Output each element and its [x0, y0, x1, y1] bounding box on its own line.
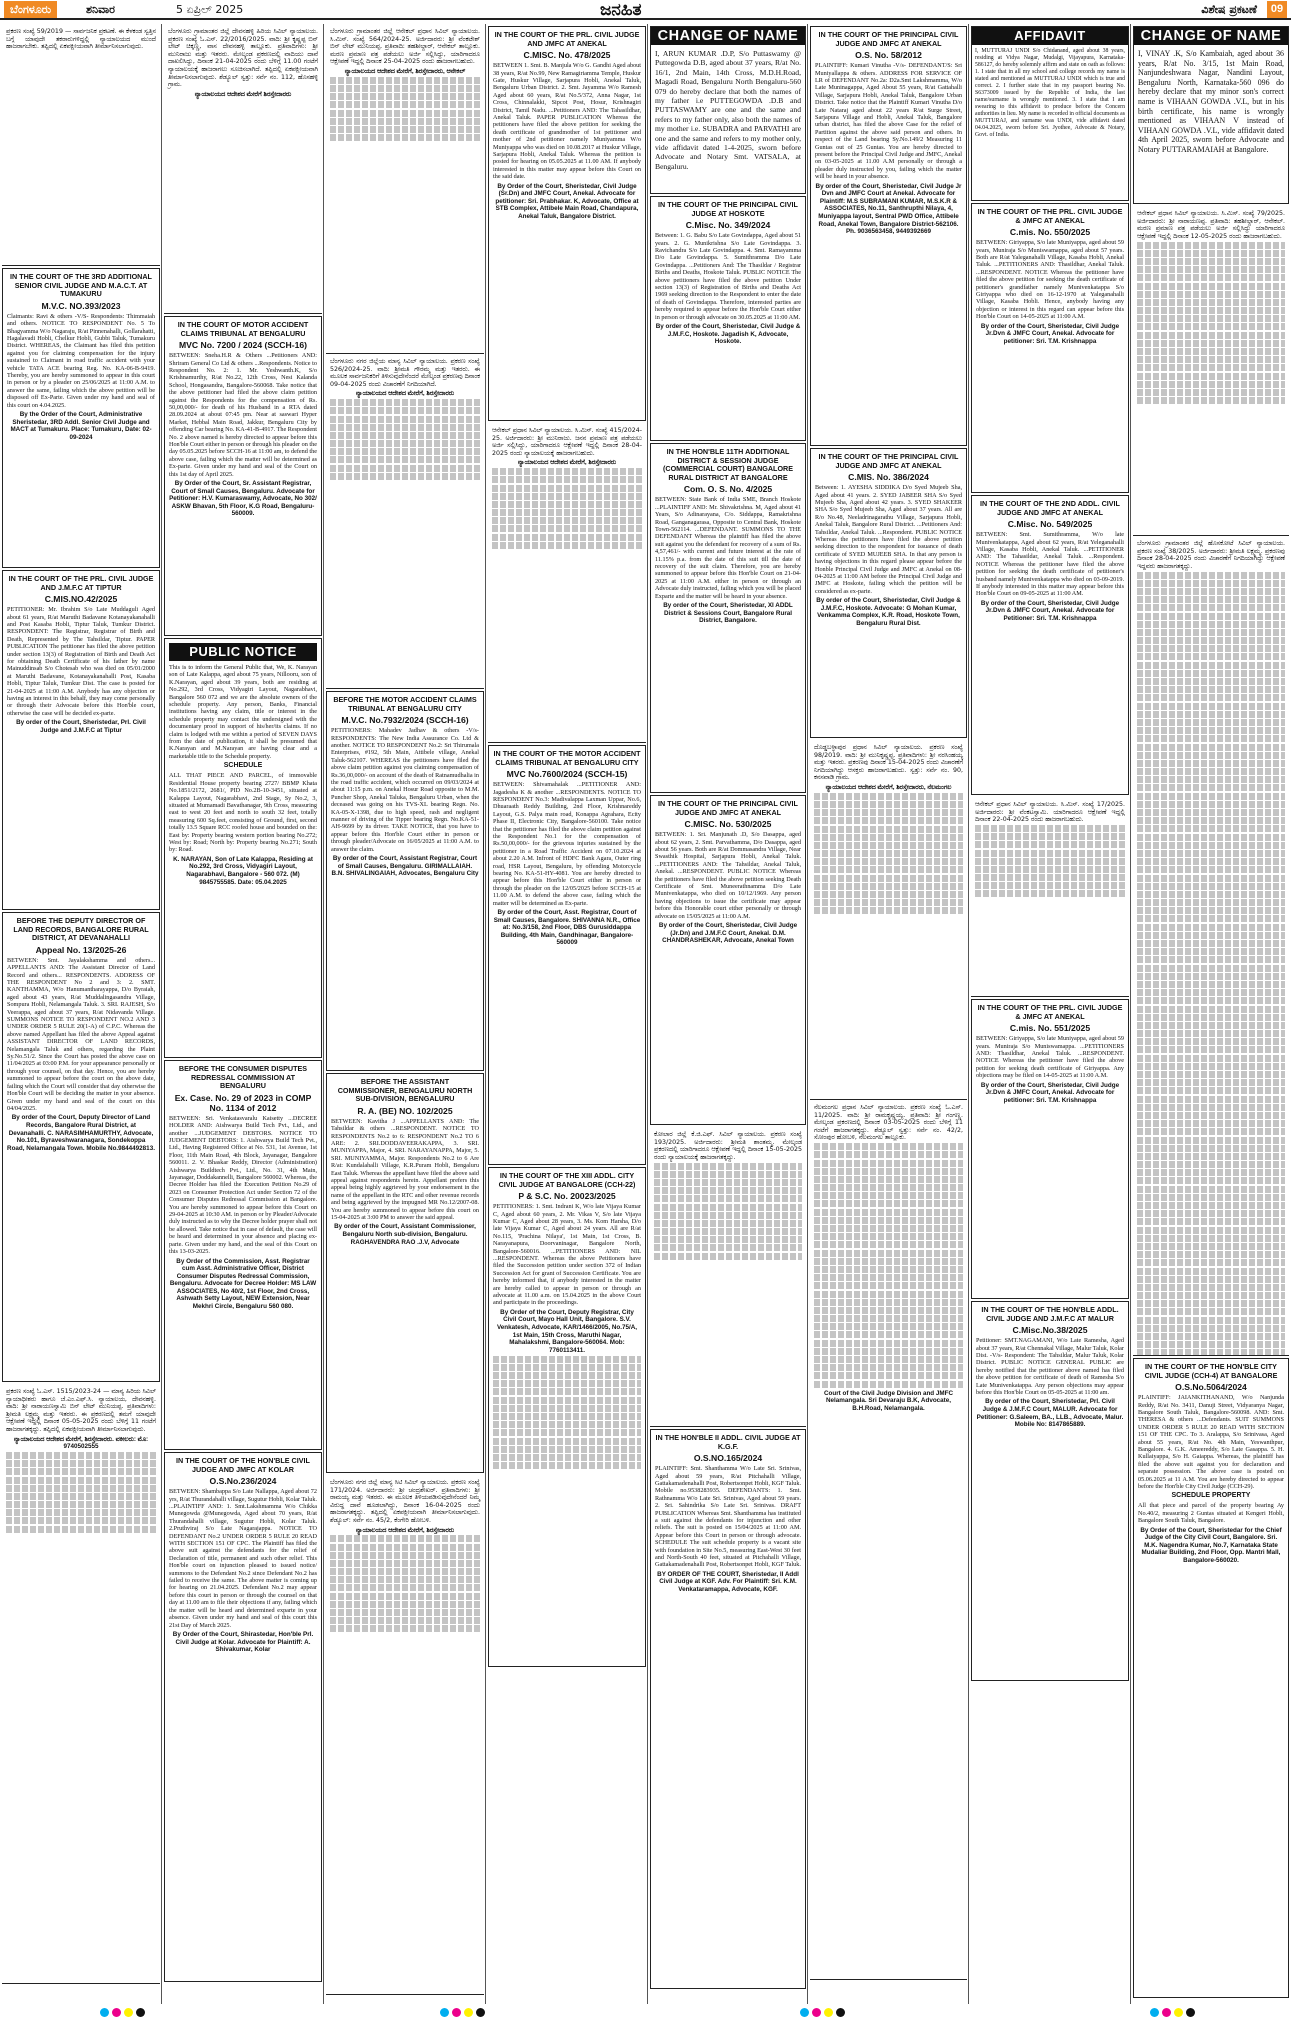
- case-number: C.Misc.No.38/2025: [1012, 1325, 1088, 1336]
- change-of-name-notice: [650, 26, 806, 194]
- notice-body: Between: 1. AYESHA SIDDIKA D/o Syed Mujeeb Sha, Aged about 41 years. 2. SYED JABEER SHA S/o Syed Mujeeb Sha, Aged about 42 years. 3. SYED SHAKEER SHA S/o Syed Mujeeb Sha, Aged about 37 years. All are R/o No.48, Neeladrinagarathu Village, Sarjapura Hobli, Anekal Taluk, Bangalore Rural District. ...Petitioners And: Tahsildar, Anekal Taluk. ...Respondent. PUBLIC NOTICE Whereas the petitioners have filed the above petition seeking direction to the respondent for issuance of death certificate of SYED MUJEEB SHA. In that any person is having objections in this regard please appear before the Honble Principal Civil Judge and JMFC at Anekal on 08-04-2025 at 11:00 AM before the Principal Civil Judge and JMFC at Hoskote, failing which the petition will be considered as ex-parte.: [815, 484, 962, 595]
- case-number: C.MIS.NO.42/2025: [44, 594, 118, 605]
- notice-signature: By order of the Court, Sheristedar, Civil Judge Jr.Dvn & JMFC Court, Anekal. Advocate for Petitioner: Sri. T.M. Krishnappa: [980, 599, 1120, 623]
- change-of-name-notice: [1133, 26, 1289, 204]
- case-number: MVC No.7600/2024 (SCCH-15): [506, 769, 628, 780]
- case-number: M.V.C. No.7932/2024 (SCCH-16): [341, 715, 469, 726]
- legal-notice: [971, 999, 1129, 1299]
- notice-body: BETWEEN: Shivamahalak ...PETITIONER AND: Jagadesha K & another ...RESPONDENTS. NOTICE TO RESPONDENT No.3: Madivalappa Laxman Uppar, No.6, Dhuaraath Reddy Building, 2nd Floor, Krishnareddy Layout, G.S. Palya main road, Konappa Agrahara, Ecity Phase II, Electronic City, Bangalore-560100. Take notice that the petitioner has filed the above claim petition against the Respondent No.1 for the compensation of Rs.50,00,000/- for the grievous injuries sustained by the petitioner in a Road Traffic Accident on 07.10.2024 at about 2.20 A.M. Infront of HDFC Bank Agara, Outer ring road, HSR Layout, Bengaluru, by offending Motorcycle bearing No. KA-51-HY-4081. You are hereby directed to appear before this Hon'ble Court either in person or through the pleader on the 12/05/2025 before SCCH-15 at 11.00 A.M. to defend the above case, failing which the matter will be determined as Ex-parte.: [493, 781, 641, 907]
- notice-body: ಪ್ರಕರಣ ಸಂಖ್ಯೆ 59/2019 — ಸಾರ್ವಜನಿಕ ಪ್ರಕಟಣೆ. ಈ ಕೆಳಕಂಡ ಸ್ವತ್ತಿನ ಬಗ್ಗೆ ಯಾವುದೇ ತಕರಾರುಗಳಿದ್ದಲ್ಲಿ ನ್ಯಾಯಾಲಯದ ಮುಂದೆ ಹಾಜರಾಗಬೇಕು. ತಪ್ಪಿದಲ್ಲಿ ಏಕಪಕ್ಷೀಯವಾಗಿ ತೀರ್ಮಾನಿಸಲಾಗುವುದು.: [6, 28, 156, 51]
- column-divider: [968, 24, 969, 2004]
- notice-body: BETWEEN: Kavitha J ...APPELLANTS AND: The Tahsildar & others ...RESPONDENT. NOTICE TO RESPONDENTS No.2 to 6: RESPONDENT No.2 TO 6 ARE: 2. SRI.DODDAVEERAKAPPA, 3. SRI. MUNIYAPPA, Major, 4. SRI. NARAYANAPPA, Major, 5. SRI. MUNIYAMMA, Major. Respondents No.2 to 6 Are R/at: Kundalahalli Village, K.R.Puram Hobli, Bengaluru East Taluk. Whereas the appellant have filed the above said appeal against respondents herein. Appellant prefers this appeal being highly aggrieved by your endorsement in the name of the appellant in the RTC and other revenue records and being aggrieved by the impugned MR No.12/2007-08. You are hereby summoned to appear before this court on 15-04-2025 at 3:00 PM to answer the said appeal.: [331, 1117, 479, 1222]
- legal-notice: [971, 1301, 1129, 1681]
- column-4: [488, 24, 646, 2004]
- court-heading: IN THE COURT OF THE PRL. CIVIL JUDGE & JMFC AT ANEKAL: [977, 207, 1123, 225]
- notice-body: ಪ್ರಕರಣ ಸಂಖ್ಯೆ ಓ.ಎಸ್. 1515/2023-24 — ಮಾನ್ಯ ಹಿರಿಯ ಸಿವಿಲ್ ನ್ಯಾಯಾಧೀಶರು ಹಾಗೂ ಜೆ.ಎಂ.ಎಫ್.ಸಿ. ನ್ಯಾಯಾಲಯ, ದೇವನಹಳ್ಳಿ. ವಾದಿ: ಶ್ರೀ ನಾರಾಯಣಸ್ವಾಮಿ ಬಿನ್ ಲೇಟ್ ಮುನಿಯಪ್ಪ. ಪ್ರತಿವಾದಿಗಳು: ಶ್ರೀಮತಿ ಲಕ್ಷ್ಮಮ್ಮ ಮತ್ತು ಇತರರು. ಈ ಪ್ರಕರಣದಲ್ಲಿ ತಮಗೆ ಯಾವುದೇ ಆಕ್ಷೇಪಣೆ ಇದ್ದಲ್ಲಿ ದಿನಾಂಕ 05-05-2025 ರಂದು ಬೆಳಿಗ್ಗೆ 11 ಗಂಟೆಗೆ ಹಾಜರಾಗತಕ್ಕದ್ದು. ತಪ್ಪಿದಲ್ಲಿ ಏಕಪಕ್ಷೀಯವಾಗಿ ತೀರ್ಮಾನಿಸಲಾಗುವುದು.: [6, 1388, 156, 1433]
- registration-marks: [1150, 2008, 1195, 2017]
- affidavit-heading: AFFIDAVIT: [972, 27, 1128, 45]
- court-heading: IN THE COURT OF THE MOTOR ACCIDENT CLAIMS TRIBUNAL AT BENGALURU CITY: [493, 749, 641, 767]
- schedule-heading: SCHEDULE PROPERTY: [1171, 1492, 1251, 1500]
- case-number: O.S. No. 58/2012: [855, 50, 922, 61]
- column-8: [1133, 24, 1289, 2004]
- case-number: O.S.No.236/2024: [209, 1476, 277, 1487]
- notice-signature: ನ್ಯಾಯಾಲಯದ ಆದೇಶದ ಮೇರೆಗೆ, ಶಿರಸ್ತೇದಾರರು. ವಕೀಲರು: ಮೊ: 9740502555: [13, 1435, 149, 1451]
- column-2: [164, 24, 322, 2004]
- notice-signature: By order of the Court, Sheristedar, Civil Judge (Jr.Dn) and J.M.F.C Court, Anekal. D.M. CHANDRASHEKAR, Advocate, Anekal Town: [658, 922, 798, 945]
- notice-signature: K. NARAYAN, Son of Late Kalappa, Residing at No.292, 3rd Cross, Vidyagiri Layout, Nagarabhavi, Bangalore - 560 072. (M) 9845755585. Date: 05.04.2025: [173, 855, 313, 886]
- notice-body: BETWEEN: Sneha.H.R & Others ...Petitioners AND: Shriram General Co Ltd & others ...Respondents. Notice to Respondent No. 2: 1. Mr. Yeshwanth.K, S/o Krishnamurthy, R/at No.22, 12th Cross, Nesi Kalanda School, Hongasandra, Bangalore-560068. Take notice that the above petitioner had filed the above claim petition against the Respondents for the compensation of Rs. 50,00,000/- for death of his Husband in a RTA dated 28.09.2024 at about 07:45 pm. Near at saswari Hyper Market, Hebbal Main Road, Jakkur, Bengaluru City by offending Car bearing No. KA-41-B-4917. The Respondent No. 2 above named is hereby directed to appear before this Hon'ble Court either in person or through his pleader on the day 05.05.2025 before SCCH-16 at 11:00 am, to defend the above case, failing which the matter will be determined as Ex-parte. Given under my hand and seal of the Court on this 1st day of April 2025.: [169, 352, 317, 478]
- notice-signature: By order of the Court, Sheristedar, Civil Judge Jr Dvn and JMFC Court at Anekal. Advocate for Plaintiff: M.S SUBRAMANI KUMAR, M.S.K.R & ASSOCIATES, No.11, Santhrupthi Nilaya, 4, Muniyappa layout, Sentral PWD Office, Attibele Road, Anekal Town, Bangalore District-562106. Ph. 9036563458, 9449392669: [815, 182, 962, 236]
- legal-notice: [2, 268, 160, 568]
- notice-signature: By order of the Court, Sheristedar, Civil Judge & J.M.F.C, Hoskote. Jagadish K, Advocate, Hoskote.: [655, 323, 801, 346]
- court-heading: BEFORE THE DEPUTY DIRECTOR OF LAND RECORDS, BANGALORE RURAL DISTRICT, AT DEVANAHALLI: [13, 916, 149, 943]
- column-3: [326, 24, 484, 2004]
- kannada-notice: [1133, 536, 1289, 1356]
- notice-body: BETWEEN: State Bank of India SME, Branch Hoskote ...PLAINTIFF AND: Mr. Shivakrishna. M, Aged about 41 Years, S/o Adinarayana, C/o. Siddappa, Ramakrishna Road, Ganganagarasa, Opposite to Central Bank, Hoskote Town-562114. ...DEFENDANT. SUMMONS TO THE DEFENDANT Whereas the plaintiff has filed the above suit against you the defendant for recovery of a sum of Rs. 4,57,461/- with current and future interest at the rate of 11.15% p.a. from the date of this suit till the date of recovery of the suit claim. Therefore, you are hereby summoned to appear before this Hon'ble Court on 21-04-2025 at 11:00 A.M. either in person or through an Advocate duly instructed, failing which you will be placed Exparte and the matter will be heard in your absence.: [655, 496, 801, 600]
- column-7: [971, 24, 1129, 2004]
- court-heading: IN THE COURT OF THE XIII ADDL. CITY CIVIL JUDGE AT BANGALORE (CCH-22): [498, 1171, 636, 1189]
- case-number: C.mis. No. 551/2025: [1009, 1023, 1091, 1034]
- kannada-notice: [326, 354, 484, 689]
- court-heading: IN THE COURT OF THE PRINCIPAL CIVIL JUDGE AND JMFC AT ANEKAL: [658, 799, 798, 817]
- notice-body: PLAINTIFF: Smt. Shanthamma W/o Late Sri. Srinivas, Aged about 59 years, R/at Pitchahalli Village, Gattakamadenahalli Post, Robertsonpet Hobli, KGF Taluk. Mobile no.9538283935. DEFENDANTS: 1. Smt. Rathnamma W/o Late Sri. Srinivas, Aged about 59 years. 2. Sri. Sahindrika S/o Late Sri. Srinivas. DRAFT PUBLICATION Whereas Smt. Shanthamma has instituted a suit against the defendants for injunction and other reliefs. The suit is posted on 15/04/2025 at 11:00 AM. Appear before this Court in person or through advocate. SCHEDULE The suit schedule property is a vacant site with foundation in Site No.5, measuring East-West 30 feet and North-South 40 feet, situated at Pitchahalli Village, Gattakamadenahalli Post, Robertsonpet Hobli, KGF Taluk.: [655, 1465, 801, 1569]
- notice-body: PETITIONERS: Mahadev Jadhav & others -V/s- RESPONDENTS: The New India Assurance Co. Ltd & another. NOTICE TO RESPONDENT No.2: Sri Thirumala Enterprises, #192, 5th Main, Attibele village, Anekal Taluk-562107. WHEREAS the petitioners have filed the above claim petition against you claiming compensation of Rs.36,00,000/- on account of the death of Ratnamudhalia in the road traffic accident, which occurred on 09/03/2024 at about 11:15 p.m. on Anekal Hosur Road opposite to M.M. Puncher Shop, Anekal Taluka, Bengaluru Urban, when the deceased was going on his TVS-XL bearing Regn. No. KA-05-X-1398, due to high speed, rash and negligent manner of driving of the Tipper bearing Regn. No.KA-51-AH-9699 by its driver. TAKE NOTICE, that you have to appear before this Hon'ble Court either in person or through pleader/Advocate on 16/05/2025 at 11:00 A.M. to answer the claim.: [331, 727, 479, 853]
- notice-body: BETWEEN: Sri. Venkatasvaralu Kaisetty ...DECREE HOLDER AND: Aishwarya Build Tech Pvt., Ltd., and another ...JUDGEMENT DEBTORS. NOTICE TO JUDGEMENT DEBTORS: 1. Aishwarya Build Tech Pvt., Ltd., Having Registered Office at No. 531, 1st Avenue, 1st Floor, 11th Main Road, 4th Block, Jayanagar, Bangalore 560011. 2. V. Bhaskar Reddy, Director (Administration) Aishwarya Buildtech Pvt., Ltd., No. 31, 4th Main, Jayanagar, Doddakannelli, Bangalore 560002. Whereas, the Decree Holder has filed the Execution Petition No.29 of 2023 on Consumer Protection Act under Section 72 of the Consumer Disputes Redressal Commission at Bangalore. You are hereby summoned to appear before this Court on 29-04-2025 at 10:30 AM. in person or by Pleader/Advocate duly instructed as to why the Decree holder prayer shall not be allowed. Take notice that in case of default, the case will be heard and determined in your absence and placing ex-parte. Given under my hand, and the seal of this Court on this 13-03-2025.: [169, 1114, 317, 1256]
- court-heading: IN THE COURT OF THE PRL. CIVIL JUDGE AND JMFC AT ANEKAL: [494, 30, 640, 48]
- change-of-name-heading: CHANGE OF NAME: [651, 27, 805, 45]
- change-of-name-body: I, ARUN KUMAR .D.P, S/o Puttaswamy @ Puttegowda D.B, aged about 37 years, R/at No. 16/1, 2nd Main, 14th Cross, M.D.H.Road, Magadi Road, Bengaluru North Bengaluru-560 079 do hereby declare that both the names of my father i.e PUTTEGOWDA .D.B and PUTTASWAMY are one and the same and refers to my father only, also both the names of my mother i.e. SUBADRA and PARVATHI are one and the same and refers to my mother only, vide affidavit dated 1-4-2025, sworn before Advocate and Notary Smt. VATSALA, at Bengaluru.: [655, 49, 801, 171]
- court-heading: BEFORE THE MOTOR ACCIDENT CLAIMS TRIBUNAL AT BENGALURU CITY: [333, 695, 477, 713]
- legal-notice: [2, 912, 160, 1382]
- registration-marks: [440, 2008, 485, 2017]
- notice-body: Claimants: Ravi & others -V/S- Respondents: Thimmaiah and others. NOTICE TO RESPONDENT No. 5 To Bhagyamma W/o Nagaraju, R/at Pinnenahalli, Gollarahatti, Hagalavadi Hobli, Chelkur Hobli, Gubbi Taluk, Tumakuru District. WHEREAS, the Claimant has filed this petition against you for claiming compensation for the injury sustained to Claimant in road traffic accident with your vehicle TATA ACE bearing Reg. No. KA-06-B-9419. Thereby, you are hereby summoned to appear in this court in person or by a pleader on 25/06/2025 at 11:00 A.M. to answer the same, failing which the above petition will be disposed off Ex-Parte. Given under my hand and seal of this court on 4.04.2025.: [7, 312, 155, 409]
- column-divider: [1130, 24, 1131, 2004]
- kannada-notice: [810, 740, 967, 1100]
- case-number: M.V.C. NO.393/2023: [41, 300, 121, 311]
- kannada-notice: [326, 1475, 484, 1995]
- column-5: [650, 24, 806, 2004]
- notice-signature: ನ್ಯಾಯಾಲಯದ ಆದೇಶದ ಮೇರೆಗೆ, ಶಿರಸ್ತೇದಾರರು, ಆನೇಕಲ್: [344, 67, 466, 75]
- legal-notice: [488, 1167, 646, 1667]
- notice-signature: By order of the Court, Assistant Registrar, Court of Small Causes, Bengaluru. GIRIMALLAIAH. B.N. SHIVALINGAIAH, Advocates, Bengaluru City: [331, 855, 479, 878]
- notice-signature: By order of the Court, Sheristedar, XI ADDL District & Sessions Court, Bangalore Rural District, Bangalore.: [663, 602, 793, 625]
- kannada-notice: [650, 1127, 806, 1427]
- notice-body: BETWEEN: Shambappa S/o Late Nallappa, Aged about 72 yrs, R/at Thurandahalli village, Sugutur Hobli, Kolar Taluk. ...PLAINTIFF AND: 1. Smt.Lakshmamma W/o Chikka Munegowda @Munegowda, Aged about 70 years, R/at Thurandahalli village, Sugutur Hobli, Kolar Taluk. 2.Pruthviraj S/o Late Nagarajappa. NOTICE TO DEFENDANT No.2 UNDER ORDER 5 RULE 20 READ WITH SECTION 151 OF CPC. The Plaintiff has filed the above suit against the defendants for the relief of Declaration of title, permanent and such other relief. This Hon'ble court on injunction pleased to issued notice/ summons to the Defendant No.2 since Defendant No.2 has failed to receive the same. The above matter is coming up for hearing on 21.04.2025. Defendant No.2 may appear before this court in person or through the counsel on that day at 11.00 am to file their objections if any, failing which the matter will be heard and determined exparte in your absence. Given under my hand and seal of this court this 21st Day of March 2025.: [169, 1488, 317, 1629]
- notice-body: PETITIONERS: 1. Smt. Indrani K, W/o late Vijaya Kumar C, Aged about 60 years, 2. Mr. Vikas V, S/o late Vijaya Kumar C, Aged about 28 years, 3. Ms. Kom Harsha, D/o late Vijaya Kumar C, Aged about 24 years. All are R/at No.115, 'Prachina Nilaya', 1st Main, 1st Cross, B. Narayanapura, Doorvaninagar, Bangalore North, Bangalore-560016. ...PETITIONERS AND: NIL ...RESPONDENT. Whereas the above Petitioners have filed the Succession petition under section 372 of Indian Succession Act for grant of Succession Certificate. You are hereby informed that, if anybody interested in the matter are hereby called to appear in person or through an advocate at 11.00 a.m. on 15.04.2025 in the above Court and participate in the proceedings.: [493, 1203, 641, 1307]
- court-heading: IN THE HON'BLE 11TH ADDITIONAL DISTRICT & SESSION JUDGE (COMMERCIAL COURT) BANGALORE RURAL DISTRICT AT BANGALORE: [662, 447, 794, 482]
- legal-notice: [488, 26, 646, 421]
- kannada-notice: [810, 1100, 967, 1980]
- case-number: R. A. (BE) NO. 102/2025: [357, 1105, 453, 1116]
- affidavit-notice: [971, 26, 1129, 201]
- notice-body: ಆನೇಕಲ್ ಪ್ರಧಾನ ಸಿವಿಲ್ ನ್ಯಾಯಾಲಯ. ಸಿ.ಮಿಸ್. ಸಂಖ್ಯೆ 79/2025. ಅರ್ಜಿದಾರರು: ಶ್ರೀ ನಾರಾಯಣಪ್ಪ. ಪ್ರತಿವಾದಿ: ತಹಶೀಲ್ದಾರ್, ಆನೇಕಲ್. ಮರಣ ಪ್ರಮಾಣ ಪತ್ರ ಪಡೆಯಲು ಅರ್ಜಿ ಸಲ್ಲಿಸಿದ್ದು ಯಾರಿಗಾದರೂ ಆಕ್ಷೇಪಣೆ ಇದ್ದಲ್ಲಿ ದಿನಾಂಕ 12-05-2025 ರಂದು ಹಾಜರಾಗಬಹುದು.: [1137, 210, 1285, 240]
- column-divider: [161, 24, 162, 2004]
- case-number: O.S.NO.165/2024: [693, 1453, 763, 1464]
- case-number: C.MISC. No. 530/2025: [684, 819, 772, 830]
- legal-notice: [650, 1429, 806, 1989]
- public-notice: [164, 638, 322, 1058]
- kannada-notice: [326, 24, 484, 354]
- legal-notice: [1133, 1358, 1289, 1998]
- legal-notice: [326, 1073, 484, 1473]
- legal-notice: [650, 443, 806, 793]
- change-of-name-heading: CHANGE OF NAME: [1134, 27, 1288, 45]
- legal-notice: [326, 691, 484, 1071]
- notice-signature: By order of the Court, Sheristedar, Civil Judge Jr.Dvn & JMFC Court, Anekal. Advocate for petitioner: Sri. T.M. Krishnappa: [980, 322, 1120, 345]
- legal-notice: [971, 203, 1129, 493]
- legal-notice: [650, 795, 806, 1125]
- case-number: C.Misc. No. 349/2024: [685, 220, 771, 231]
- column-divider: [485, 24, 486, 2004]
- court-heading: IN THE COURT OF THE HON'BLE CITY CIVIL JUDGE (CCH-4) AT BANGALORE: [1144, 1362, 1278, 1380]
- notice-signature: By order of the Court, Sheristedar, Civil Judge & J.M.F.C, Hoskote. Advocate: G Mohan Kumar, Venkamma Complex, K.R. Road, Hoskote Town, Bengaluru Rural Dist.: [816, 597, 961, 628]
- notice-signature: BY ORDER OF THE COURT, Sheristedar, II Addl Civil Judge at KGF. Adv. For Plaintiff: Sri. K.M. Venkataramappa, Advocate, KGF.: [657, 1570, 799, 1594]
- notice-body: ದೊಡ್ಡಬಳ್ಳಾಪುರ ಪ್ರಧಾನ ಸಿವಿಲ್ ನ್ಯಾಯಾಲಯ. ಪ್ರಕರಣ ಸಂಖ್ಯೆ 98/2019. ವಾದಿ: ಶ್ರೀ ಮುನಿಕೃಷ್ಣಪ್ಪ. ಪ್ರತಿವಾದಿಗಳು: ಶ್ರೀ ನರಸಿಂಹಯ್ಯ ಮತ್ತು ಇತರರು. ಪ್ರಕರಣವು ದಿನಾಂಕ 15-04-2025 ರಂದು ವಿಚಾರಣೆಗೆ ನಿಗದಿಯಾಗಿದ್ದು ಆಸಕ್ತರು ಹಾಜರಾಗಬಹುದು. ಸ್ವತ್ತು: ಸರ್ವೆ ನಂ. 90, ಕನಸವಾಡಿ ಗ್ರಾಮ.: [814, 744, 963, 782]
- notice-body: ಆನೇಕಲ್ ಪ್ರಧಾನ ಸಿವಿಲ್ ನ್ಯಾಯಾಲಯ. ಸಿ.ಮಿಸ್. ಸಂಖ್ಯೆ 17/2025. ಅರ್ಜಿದಾರರು: ಶ್ರೀ ವೆಂಕಟಸ್ವಾಮಿ. ಯಾರಿಗಾದರೂ ಆಕ್ಷೇಪಣೆ ಇದ್ದಲ್ಲಿ ದಿನಾಂಕ 22-04-2025 ರಂದು ಹಾಜರಾಗಬಹುದು.: [975, 801, 1125, 824]
- notice-body: BETWEEN: Smt. Jayalakshamma and others... APPELLANTS AND: The Assistant Director of Land Record and others... RESPONDENTS. ADDRESS OF THE RESPONDENT No 2 and 3: 2. SMT. KANTHAMMA, W/o Hanumantharayappa, D/o Byraiah, aged about 43 years, R/at Muddalingasandra Village, Sompura Hobli, Nelamangala Taluk. 3. SRI. RAJESH, S/o Veerappa, aged about 37 years, R/at Nidavanda Village. SUMMONS NOTICE TO RESPONDENT NO.2 AND 3 UNDER ORDER 5 RULE 20(1-A) of C.P.C. Whereas the above named Appellant has filed the above Appeal against ASSISTANT DIRECTOR OF LAND RECORDS, Nelamangala Taluk and others, regarding the Plaint Sy.No.51/2. Since the Court has posted the above case on 11/04/2025 at 03:00 P.M. for your appearance personally or through your counsel, on that day. Hence, you are hereby summoned to appear before the court on the above date, failing which the Court will consider that day otherwise the Hon'ble Court will be deciding the matter in your absence. Given under my hand and seal of the court on this 04/04/2025.: [7, 956, 155, 1112]
- kannada-notice: [1133, 206, 1289, 536]
- registration-marks: [100, 2008, 145, 2017]
- notice-signature: By order of the Court, Asst. Registrar, Court of Small Causes, Bangalore. SHIVANNA N.R., Office at: No.3/158, 2nd Floor, DBS Gurusiddappa Building, 4th Main, Gandhinagar, Bangalore-560009: [493, 909, 641, 947]
- court-heading: IN THE COURT OF THE 3RD ADDITIONAL SENIOR CIVIL JUDGE AND M.A.C.T. AT TUMAKURU: [10, 272, 152, 299]
- court-heading: BEFORE THE CONSUMER DISPUTES REDRESSAL COMMISSION AT BENGALURU: [178, 1064, 308, 1091]
- notice-signature: Court of the Civil Judge Division and JMFC Nelamangala. Sri Devaraju B.K, Advocate, B.H.Road, Nelamangala.: [823, 1389, 954, 1412]
- notice-body: BETWEEN: Smt. Sumithramma, W/o late Munivenkatappa, Aged about 62 years, R/at Yeleganahalli Village, Kasaba Hobli, Anekal Taluk. ...PETITIONER AND: The Tahasildar, Anekal Taluk. ...Respondent. NOTICE Whereas the petitioner have filed the above petition for seeking the death certificate of petitioner's husband namely Munivenkatappa who died on 03-09-2019. If anybody interested in this matter may appear before this Hon'ble Court on 09-05-2025 at 11:00 AM.: [976, 531, 1124, 598]
- public-notice-heading: PUBLIC NOTICE: [169, 643, 317, 661]
- notice-signature: By order of the Court, Sheristedar, Prl. Civil Judge & J.M.F.C Court, MALUR. Advocate for Petitioner: G.Saleem, BA., LLB., Advocate, Malur. Mobile No: 8147865889.: [976, 1398, 1124, 1429]
- schedule-body: All that piece and parcel of the property bearing Ay No.40/2, measuring 2 Guntas situated at Kengeri Hobli, Bangalore South Taluk, Bangalore.: [1138, 1502, 1284, 1525]
- notice-body: PLAINTIFF: Kumari Vinutha -V/s- DEFENDANT/S: Sri Muniyallappa & others. ADDRESS FOR SERVICE OF LR of DEFENDANT No.2a: D2a.Smt Lakshmamma, W/o Late Muninagappa, Aged About 55 years, R/at Gattahalli Village, Sarjapura Hobli, Anekal Taluk, Bangalore Urban District. Take notice that the Plaintiff Kumari Vinutha D/o Late Nataraj aged about 22 years R/at Surge Street, Sarjapura Village and Hobli, Anekal Taluk, Bangalore urban district, has filed the above Case for the relief of Partition against the above said person and others. In respect of the Land bearing Sy.No.149/2 Measuring 11 Guntas out of 25 Guntas. You are hereby directed to present before the Principal Civil Judge and JMFC, Anekal on 03-05-2025 at 11.00 A.M personally or through a pleader duly instructed by you, failing which the matter will be heard in your absence.: [815, 62, 962, 181]
- notice-body: This is to inform the General Public that, We, K. Narayan son of Late Kalappa, aged about 75 years, Nillooru, son of K.Narayan, aged about 39 years, both are residing at No.292, 3rd Cross, Vidyagiri Layout, Nagarabhavi, Bangalore 560 072 and we are the absolute owners of the schedule property. Any person, Banks, Financial institutions having any claim, title or interest in the schedule property may contact the undersigned with the documentary proof in support of his/her/its claims. If no claim is lodged with me within a period of SEVEN DAYS from the date of publication, it shall be presumed that K.Narayan and M.Narayan are having clear and a marketable title to the Schedule property.: [169, 664, 317, 760]
- notice-signature: ನ್ಯಾಯಾಲಯದ ಆದೇಶದ ಮೇರೆಗೆ, ಶಿರಸ್ತೇದಾರರು: [355, 1526, 455, 1534]
- kannada-notice: [971, 797, 1129, 997]
- court-heading: IN THE COURT OF MOTOR ACCIDENT CLAIMS TRIBUNAL AT BENGALURU: [177, 320, 309, 338]
- case-number: P & S.C. No. 20023/2025: [518, 1191, 616, 1202]
- masthead: [0, 0, 1291, 20]
- legal-notice: [164, 1060, 322, 1450]
- notice-body: BETWEEN 1. Smt. B. Manjula W/o G. Gandhi Aged about 38 years, R/at No.99, New Ramagiriamma Temple, Huskur Gate, Huskur Village, Sarjapura Hobli, Anekal Taluk, Bengaluru Urban District. 2. Smt. Jayamma W/o Ramesh Aged about 60 years, R/at No.5/372, Anna Nagar, 1st Cross, Chinnalakki, Sipcot Post, Hosur, Krishnagiri District, Tamil Nadu. ...Petitioners AND: The Tahasildhar, Anekal Taluk. PAPER PUBLICATION Whereas the petitioners have filed the above petition for seeking the death certificate of grandmother of 1st petitioner and mother of 2nd petitioner namely Muniyamma W/o Muniyappa who was died on 10.08.2017 at Huskur Village, Sarjapura Hobli, Anekal Taluk. Whereas the petition is posted for hearing on 05.05.2025 at 11.00 AM. If anybody interested in this matter may appear before this Court on the said date.: [493, 62, 641, 181]
- kannada-notice: [2, 24, 160, 266]
- page-number: 09: [1267, 1, 1287, 18]
- masthead-date: 5 ಏಪ್ರಿಲ್ 2025: [176, 3, 244, 16]
- notice-body: BETWEEN: 1. Sri. Manjunath .D, S/o Dasappa, aged about 62 years, 2. Smt. Parvathamma, D/o Dasappa, aged about 56 years. Both are R/at Dommasandra Village, Near Swasthik Hospital, Sarjapura Hobli, Anekal Taluk. ...PETITIONERS AND: The Tahsildar, Anekal Taluk, Anekal. ...RESPONDENT. PUBLIC NOTICE Whereas the petitioners have filed the above petition seeking Death Certificate of Smt. Muneerathnamma D/o Late Munivenkatappa, who died on 10/12/1969. Any person having objections to issue the certificate may appear before this Honorable court either personally or through advocate on 15/05/2025 at 11:00 A.M.: [655, 831, 801, 920]
- column-divider: [647, 24, 648, 2004]
- kannada-notice: [164, 24, 322, 314]
- notice-body: PETITIONER: Mr. Ibrahim S/o Late Muddaguli Aged about 61 years, R/at Maruthi Badavane Kotanayakanahalli and Post Kasaba Hobli, Tiptur Taluk, Tumkur District. RESPONDENT: The Registrar, Registrar of Birth and Death, Represented by The Tahsildar, Tiptur. PAPER PUBLICATION The petitioner has filed the above petition under section 13(3) of Registration of Birth and Death Act for obtaining Death Certificate of his father by name Mainuddinsab S/o Chotesab who was died on 05/01/2000 at Maruthi Badavane, Kotanayakanahalli Post, Kasaba Hobli, Tiptur Taluk, Tumkur Dist. The case is posted for 21-04-2025 at 11:00 A.M. Anybody has any objection or having an interest in this behalf, they may come personally or through their Advocate before this Hon'ble court, otherwise the case will be decided ex-parte.: [7, 606, 155, 717]
- edition-label: ಬೆಂಗಳೂರು: [4, 1, 57, 18]
- court-heading: IN THE COURT OF THE PRL. CIVIL JUDGE & JMFC AT ANEKAL: [977, 1003, 1123, 1021]
- case-number: O.S.No.5064/2024: [1175, 1382, 1247, 1393]
- legal-notice: [164, 1452, 322, 1982]
- notice-signature: ನ್ಯಾಯಾಲಯದ ಆದೇಶದ ಮೇರೆಗೆ, ಶಿರಸ್ತೇದಾರರು: [355, 390, 455, 398]
- notice-signature: By Order of the Court, Sheristedar for the Chief Judge of the City Civil Court, Bangalore. Sri. M.K. Nagendra Kumar, No.7, Karnataka State Mudaliar Building, 2nd Floor, Opp. Mantri Mall, Bangalore-560020.: [1140, 1526, 1282, 1565]
- column-1: [2, 24, 160, 2004]
- section-label: ವಿಶೇಷ ಪ್ರಕಟಣೆ: [1201, 3, 1257, 16]
- case-number: Appeal No. 13/2025-26: [35, 944, 127, 955]
- legal-notice: [971, 495, 1129, 795]
- notice-signature: By Order of the Court, Shirastedar, Hon'ble Prl. Civil Judge at Kolar. Advocate for Plaintiff: A. Shivakumar, Kolar: [172, 1630, 314, 1654]
- notice-body: Between: 1. G. Babu S/o Late Govindappa, Aged about 51 years. 2. G. Munikrishna S/o Late Govindappa. 3. Ravichandra S/o Late Govindappa. 4. Smt. Ramayamma D/o Late Govindappa. 5. Sumithramma D/o Late Govindappa. ...Petitioners And: The Thasildar / Registrar Births and Deaths, Hoskote Taluk. PUBLIC NOTICE The above petitioners have filed the above petition Under section 13(3) of Registration of Births and Deaths Act 1969 seeking direction to the Respondent to enter the date of death of Govindappa. Therefore, interested parties are hereby required to appear before the Hon'ble Court either in person or through advocate on 30.05.2025 at 11:00 AM.: [655, 232, 801, 321]
- change-of-name-body: I, VINAY .K, S/o Kambaiah, aged about 36 years, R/at No. 3/15, 1st Main Road, Nanjundeshwara Nagar, Nandini Layout, Bengaluru North, Karnataka-560 096 do hereby declare that my minor son's correct name is VIHAAN GOWDA .V.L, but in his birth certificate, his name is wrongly mentioned as VIHAAN V instead of VIHAAN GOWDA .V.L, vide affidavit dated 4th April 2025, sworn before Advocate and Notary PUTTARAMAIAH at Bangalore.: [1138, 49, 1284, 154]
- notice-signature: By order of the Court, Sheristedar, Civil Judge Jr.Dvn & JMFC Court, Anekal. Advocate for petitioner: Sri. T.M. Krishnappa: [980, 1081, 1120, 1104]
- court-heading: IN THE HON'BLE II ADDL. CIVIL JUDGE AT K.G.F.: [655, 1433, 801, 1451]
- newspaper-title: ಜನಹಿತ: [600, 0, 642, 20]
- legal-notice: [650, 196, 806, 441]
- column-6: [810, 24, 967, 2004]
- column-divider: [807, 24, 808, 2004]
- legal-notice: [810, 448, 967, 738]
- notice-body: Petitioner: SMT.NAGAMANI, W/o Late Ramesha, Aged about 37 years, R/at Chennakal Village, Malur Taluk, Kolar Dist. -V/s- Respondent: The Tahsildar, Malur Taluk, Kolar District. PUBLIC NOTICE GENERAL PUBLIC are hereby notified that the petitioner above named has filed the above petition for certificate of death of Ramesha S/o Late Munivenkatappa. Any person objections may appear before this Hon'ble Court on 05-05-2025 at 11:00 am.: [976, 1337, 1124, 1397]
- court-heading: IN THE COURT OF THE 2ND ADDL. CIVIL JUDGE AND JMFC AT ANEKAL: [980, 499, 1120, 517]
- notice-body: ನೆಲಮಂಗಲ ಪ್ರಧಾನ ಸಿವಿಲ್ ನ್ಯಾಯಾಲಯ. ಪ್ರಕರಣ ಸಂಖ್ಯೆ ಓ.ಎಸ್. 11/2025. ವಾದಿ: ಶ್ರೀ ರಾಮಕೃಷ್ಣಯ್ಯ. ಪ್ರತಿವಾದಿ: ಶ್ರೀ ಗಂಗಣ್ಣ. ಮೇಲ್ಕಂಡ ಪ್ರಕರಣದಲ್ಲಿ ದಿನಾಂಕ 03-05-2025 ರಂದು ಬೆಳಿಗ್ಗೆ 11 ಗಂಟೆಗೆ ಹಾಜರಾಗತಕ್ಕದ್ದು. ಶೆಡ್ಯೂಲ್ ಸ್ವತ್ತು: ಸರ್ವೆ ನಂ. 42/2, ಸೋಂಪುರ ಹೋಬಳಿ, ನೆಲಮಂಗಲ ತಾಲ್ಲೂಕು.: [814, 1104, 963, 1142]
- registration-marks: [800, 2008, 845, 2017]
- court-heading: IN THE COURT OF THE HON'BLE ADDL. CIVIL JUDGE AND J.M.F.C AT MALUR: [981, 1305, 1119, 1323]
- court-heading: IN THE COURT OF THE PRINCIPAL CIVIL JUDGE AT HOSKOTE: [658, 200, 798, 218]
- notice-signature: By Order of the Commission, Asst. Registrar cum Asst. Administrative Officer, District Consumer Disputes Redressal Commission, Bengaluru. Advocate for Decree Holder: MS LAW ASSOCIATES, No 40/2, 1st Floor, 2nd Cross, Ashwath Setty Layout, NEW Extension, Near Mekhri Circle, Bengaluru 560 080.: [169, 1257, 317, 1311]
- notice-body: ಆನೇಕಲ್ ಪ್ರಧಾನ ಸಿವಿಲ್ ನ್ಯಾಯಾಲಯ. ಸಿ.ಮಿಸ್. ಸಂಖ್ಯೆ 415/2024-25. ಅರ್ಜಿದಾರರು: ಶ್ರೀ ಮುನಿರಾಜು. ಜನನ ಪ್ರಮಾಣ ಪತ್ರ ಪಡೆಯಲು ಅರ್ಜಿ ಸಲ್ಲಿಸಿದ್ದು, ಯಾರಿಗಾದರೂ ಆಕ್ಷೇಪಣೆ ಇದ್ದಲ್ಲಿ ದಿನಾಂಕ 28-04-2025 ರಂದು ನ್ಯಾಯಾಲಯಕ್ಕೆ ಹಾಜರಾಗಬಹುದು.: [492, 427, 642, 457]
- schedule-heading: SCHEDULE: [223, 762, 263, 770]
- notice-body: PLAINTIFF: JAIANKITHANAND, W/o Nanjunda Reddy, R/at No. 3411, Danuji Street, Vidyaranya Nagar, Bangalore South Taluk, Bangalore-560098. AND: Smt. THERESA & others ...Defendants. SUIT SUMMONS UNDER ORDER 5 RULE 20 READ WITH SECTION 151 OF THE CPC. To 3. Aralappa, S/o Srinivasa, Aged about 55 years, R/at No. 4th Main, Yeswanthpur, Bangalore. 4. G.K. Ameereddy, S/o Late Gasappa. 5. H. Kullaiyappa, S/o H. Gaiappa. Whereas, the plaintiff has filed the above suit against you for declaration and separate possession. The above case is posted on 05.06.2025 at 11 A.M. You are hereby directed to appear before the Hon'ble City Civil Judge (CCH-29).: [1138, 1394, 1284, 1491]
- notice-body: ಬೆಂಗಳೂರು ಗ್ರಾಮಾಂತರ ಜಿಲ್ಲೆ ಆನೇಕಲ್ ಪ್ರಧಾನ ಸಿವಿಲ್ ನ್ಯಾಯಾಲಯ. ಸಿ.ಮಿಸ್. ಸಂಖ್ಯೆ 564/2024-25. ಅರ್ಜಿದಾರರು: ಶ್ರೀ ವೆಂಕಟೇಶ್ ಬಿನ್ ಲೇಟ್ ಮುನಿಯಪ್ಪ. ಪ್ರತಿವಾದಿ: ತಹಶೀಲ್ದಾರ್, ಆನೇಕಲ್ ತಾಲ್ಲೂಕು. ಮರಣ ಪ್ರಮಾಣ ಪತ್ರ ಪಡೆಯಲು ಅರ್ಜಿ ಸಲ್ಲಿಸಿದ್ದು, ಯಾರಿಗಾದರೂ ಆಕ್ಷೇಪಣೆ ಇದ್ದಲ್ಲಿ ದಿನಾಂಕ 25-04-2025 ರಂದು ಹಾಜರಾಗಬಹುದು.: [330, 28, 480, 66]
- notice-body: ಬೆಂಗಳೂರು ನಗರ ಜಿಲ್ಲೆ ಮಾನ್ಯ ಸಿಟಿ ಸಿವಿಲ್ ನ್ಯಾಯಾಲಯ. ಪ್ರಕರಣ ಸಂಖ್ಯೆ 171/2024. ಅರ್ಜಿದಾರರು: ಶ್ರೀ ಚಂದ್ರಶೇಖರ್. ಪ್ರತಿವಾದಿಗಳು: ಶ್ರೀ ರಾಮಯ್ಯ ಮತ್ತು ಇತರರು. ಈ ಮೂಲಕ ತಿಳಿಯಪಡಿಸುವುದೇನೆಂದರೆ ನಿಮ್ಮ ವಿರುದ್ಧ ದಾವೆ ಹೂಡಲಾಗಿದ್ದು, ದಿನಾಂಕ 16-04-2025 ರಂದು ಹಾಜರಾಗತಕ್ಕದ್ದು. ತಪ್ಪಿದಲ್ಲಿ ಏಕಪಕ್ಷೀಯವಾಗಿ ತೀರ್ಮಾನಿಸಲಾಗುವುದು. ಶೆಡ್ಯೂಲ್: ಸರ್ವೆ ನಂ. 45/2, ಕೆಂಗೇರಿ ಹೋಬಳಿ.: [330, 1479, 480, 1524]
- case-number: MVC No. 7200 / 2024 (SCCH-16): [179, 340, 307, 351]
- case-number: C.MIS. No. 386/2024: [848, 472, 929, 483]
- case-number: Ex. Case. No. 29 of 2023 in COMP No. 1134 of 2012: [174, 1092, 312, 1113]
- masthead-day: ಶನಿವಾರ: [86, 3, 115, 16]
- notice-signature: ನ್ಯಾಯಾಲಯದ ಆದೇಶದ ಮೇರೆಗೆ, ಶಿರಸ್ತೇದಾರರು: [517, 459, 617, 467]
- notice-body: ಕೋಲಾರ ಜಿಲ್ಲೆ ಕೆ.ಜಿ.ಎಫ್. ಸಿವಿಲ್ ನ್ಯಾಯಾಲಯ. ಪ್ರಕರಣ ಸಂಖ್ಯೆ 193/2025. ಅರ್ಜಿದಾರರು: ಶ್ರೀಮತಿ ಶಾಂತಮ್ಮ. ಮೇಲ್ಕಂಡ ಪ್ರಕರಣದಲ್ಲಿ ಯಾರಿಗಾದರೂ ಆಕ್ಷೇಪಣೆ ಇದ್ದಲ್ಲಿ ದಿನಾಂಕ 15-05-2025 ರಂದು ನ್ಯಾಯಾಲಯಕ್ಕೆ ಹಾಜರಾಗತಕ್ಕದ್ದು.: [654, 1131, 802, 1161]
- notice-signature: By Order of the Court, Sheristedar, Civil Judge (Sr.Dn) and JMFC Court, Anekal. Advocate for petitioner: Sri. Prabhakar. K, Advocate, Office at STB Complex, Attibele Main Road, Chandapura, Anekal Taluk, Bangalore District.: [495, 182, 639, 221]
- legal-notice: [164, 316, 322, 636]
- notice-body: BETWEEN: Giriyappa, S/o late Muniyappa, aged about 59 years, Muniraja S/o Muniswamappa, aged about 57 years. Both are R/at Yaleganahalli Village, Kasaba Hobli, Anekal Taluk. ...PETITIONERS AND: Thasildhar, Anekal Taluk. ...RESPONDENT. NOTICE Whereas the petitioner have filed the above petition for seeking the death certificate of petitioner's grandfather namely Munivenkatappa S/o Giriyappa who died on 16-12-1970 at Yaleganahalli Village, Kasaba Hobli. Hence, anybody having any objection or interest in this regard can appear before this Hon'ble Court on 14-05-2025 at 11:00 A.M.: [976, 239, 1124, 321]
- court-heading: IN THE COURT OF THE HON'BLE CIVIL JUDGE AND JMFC AT KOLAR: [176, 1456, 310, 1474]
- notice-signature: ನ್ಯಾಯಾಲಯದ ಆದೇಶದ ಮೇರೆಗೆ ಶಿರಸ್ತೇದಾರರು: [194, 90, 292, 98]
- notice-signature: By order of the Court, Assistant Commissioner, Bengaluru North sub-division, Bengaluru. RAGHAVENDRA RAO .J.V, Advocate: [334, 1223, 476, 1246]
- legal-notice: [810, 26, 967, 446]
- legal-notice: [488, 745, 646, 1165]
- case-number: Com. O. S. No. 4/2025: [683, 484, 773, 495]
- notice-signature: ನ್ಯಾಯಾಲಯದ ಆದೇಶದ ಮೇರೆಗೆ, ಶಿರಸ್ತೇದಾರರು, ನೆಲಮಂಗಲ: [825, 783, 952, 791]
- court-heading: IN THE COURT OF THE PRL. CIVIL JUDGE AND J.M.F.C AT TIPTUR: [8, 574, 154, 592]
- court-heading: BEFORE THE ASSISTANT COMMISSIONER, BENGALURU NORTH SUB-DIVISION, BENGALURU: [337, 1077, 473, 1104]
- notice-signature: By Order of the Court, Deputy Registrar, City Civil Court, Mayo Hall Unit, Bangalore. S.V. Venkatesh, Advocate, KAR/1466/2005, No.75/A, 1st Main, 15th Cross, Maruthi Nagar, Mahalakshmi, Bangalore-560064. Mob: 7760113411.: [496, 1308, 638, 1354]
- case-number: C.mis. No. 550/2025: [1009, 227, 1091, 238]
- legal-notice: [2, 570, 160, 910]
- kannada-notice: [488, 423, 646, 743]
- notice-body: ಬೆಂಗಳೂರು ಗ್ರಾಮಾಂತರ ಜಿಲ್ಲೆ ದೇವನಹಳ್ಳಿ ಹಿರಿಯ ಸಿವಿಲ್ ನ್ಯಾಯಾಲಯ. ಪ್ರಕರಣ ಸಂಖ್ಯೆ ಓ.ಎಸ್. 22/2016/2025. ವಾದಿ: ಶ್ರೀ ಕೃಷ್ಣಪ್ಪ ಬಿನ್ ಲೇಟ್ ಚಿಕ್ಕಣ್ಣ, ವಾಸ ದೇವನಹಳ್ಳಿ ತಾಲ್ಲೂಕು. ಪ್ರತಿವಾದಿಗಳು: ಶ್ರೀ ಮುನಿರಾಜು ಮತ್ತು ಇತರರು. ಮೇಲ್ಕಂಡ ಪ್ರಕರಣದಲ್ಲಿ ವಾದಿಯು ದಾವೆ ದಾಖಲಿಸಿದ್ದು, ದಿನಾಂಕ 21-04-2025 ರಂದು ಬೆಳಿಗ್ಗೆ 11.00 ಗಂಟೆಗೆ ನ್ಯಾಯಾಲಯಕ್ಕೆ ಹಾಜರಾಗಲು ಸೂಚಿಸಲಾಗಿದೆ. ತಪ್ಪಿದಲ್ಲಿ ಏಕಪಕ್ಷೀಯವಾಗಿ ತೀರ್ಮಾನಿಸಲಾಗುವುದು. ಶೆಡ್ಯೂಲ್ ಸ್ವತ್ತು: ಸರ್ವೆ ನಂ. 112, ಹೊಸಹಳ್ಳಿ ಗ್ರಾಮ.: [168, 28, 318, 89]
- case-number: C.MISC. No. 478/2025: [523, 50, 611, 61]
- affidavit-body: I, MUTTURAJ UNDI S/o Chidanand, aged about 38 years, residing at Vidya Nagar, Mudalgi, Vijayapura, Karnataka-586127, do hereby solemnly affirm and state on oath as follows: 1. I state that in all my school and college records my name is stated and mentioned as MUTTURAJ UNDI which is true and correct. 2. I further state that in my passport bearing No. S6373009 issued by the Republic of India, the last name/surname is wrongly mentioned. 3. I state that I am swearing to this affidavit to produce before the Concern authorities in lieu. My name is recorded in official documents as MUTTURAJ, and surname was UNDI, vide affidavit dated 04.04.2025, sworn before Sri. Jyothee, Advocate & Notary, Govt. of India.: [975, 48, 1125, 138]
- court-heading: IN THE COURT OF THE PRINCIPAL CIVIL JUDGE AND JMFC AT ANEKAL: [818, 30, 959, 48]
- court-heading: IN THE COURT OF THE PRINCIPAL CIVIL JUDGE AND JMFC AT ANEKAL: [818, 452, 959, 470]
- notice-signature: By the Order of the Court, Administrative Sheristedar, 3RD Addl. Senior Civil Judge and MACT at Tumakuru. Place: Tumakuru, Date: 02-09-2024: [10, 411, 152, 441]
- column-divider: [323, 24, 324, 2004]
- notice-signature: By order of the Court, Sheristedar, Prl. Civil Judge and J.M.F.C at Tiptur: [16, 719, 146, 734]
- notice-signature: By Order of the Court, Sr. Assistant Registrar, Court of Small Causes, Bengaluru. Advocate for Petitioner: H.V. Kumaraswamy, Advocate, No 302/ ASKW Bhavan, 5th Floor, K.G Road, Bengaluru-560009.: [169, 480, 317, 518]
- kannada-notice: [2, 1384, 160, 1984]
- notice-body: BETWEEN: Giriyappa, S/o late Muniyappa, aged about 59 years. Muniraja S/o Muniswamappa. ...PETITIONERS AND: Thasildhar, Anekal Taluk. ...RESPONDENT. NOTICE Whereas the petitioner have filed the above petition for seeking death certificate of Giriyappa. Any objections may be filed on 14-05-2025 at 11:00 A.M.: [976, 1035, 1124, 1080]
- notice-body: ಬೆಂಗಳೂರು ನಗರ ಜಿಲ್ಲೆಯ ಮಾನ್ಯ ಸಿವಿಲ್ ನ್ಯಾಯಾಲಯ. ಪ್ರಕರಣ ಸಂಖ್ಯೆ 526/2024-25. ವಾದಿ: ಶ್ರೀಮತಿ ಗೌರಮ್ಮ ಮತ್ತು ಇತರರು. ಈ ಮೂಲಕ ಸಾರ್ವಜನಿಕರಿಗೆ ತಿಳಿಸುವುದೇನೆಂದರೆ ಮೇಲ್ಕಂಡ ಪ್ರಕರಣವು ದಿನಾಂಕ 09-04-2025 ರಂದು ವಿಚಾರಣೆಗೆ ನಿಗದಿಯಾಗಿದೆ.: [330, 358, 480, 388]
- notice-body: ಬೆಂಗಳೂರು ಗ್ರಾಮಾಂತರ ಜಿಲ್ಲೆ ಹೊಸಕೋಟೆ ಸಿವಿಲ್ ನ್ಯಾಯಾಲಯ. ಪ್ರಕರಣ ಸಂಖ್ಯೆ 38/2025. ಅರ್ಜಿದಾರರು: ಶ್ರೀಮತಿ ಲಕ್ಷ್ಮಮ್ಮ. ಪ್ರಕರಣವು ದಿನಾಂಕ 28-04-2025 ರಂದು ವಿಚಾರಣೆಗೆ ನಿಗದಿಯಾಗಿದ್ದು ಆಕ್ಷೇಪಣೆ ಇದ್ದವರು ಹಾಜರಾಗತಕ್ಕದ್ದು.: [1137, 540, 1285, 570]
- case-number: C.Misc. No. 549/2025: [1007, 519, 1093, 530]
- notice-signature: By order of the Court, Deputy Director of Land Records, Bangalore Rural District, at Devanahalli. C. NARASIMHAMURTHY, Advocate, No.101, Byraveshwaranagara, Sondekoppa Road, Nelamangala Town. Mobile No.9844492813.: [7, 1114, 155, 1152]
- schedule-body: ALL THAT PIECE AND PARCEL, of immovable Residential House property bearing 2727/ BBMP Khata No.1851/2172, 2681/, PID No.2B-10-3451, situated at Kalappa Layout, Nagarabhavi, 2nd Stage, Sy No.2, 3, situated at Mumamadi Bavathanagar, 9th Cross, measuring east to west 20 feet and north to south 32 feet, totally measuring 600 Sq.feet, consisting of Ground, first, second totally 13.5 Square RCC roofed house and bounded on the: East by: Property bearing western portion bearing No.272; West by: Road; North by: Property bearing No.271; South by: Road.: [169, 772, 317, 854]
